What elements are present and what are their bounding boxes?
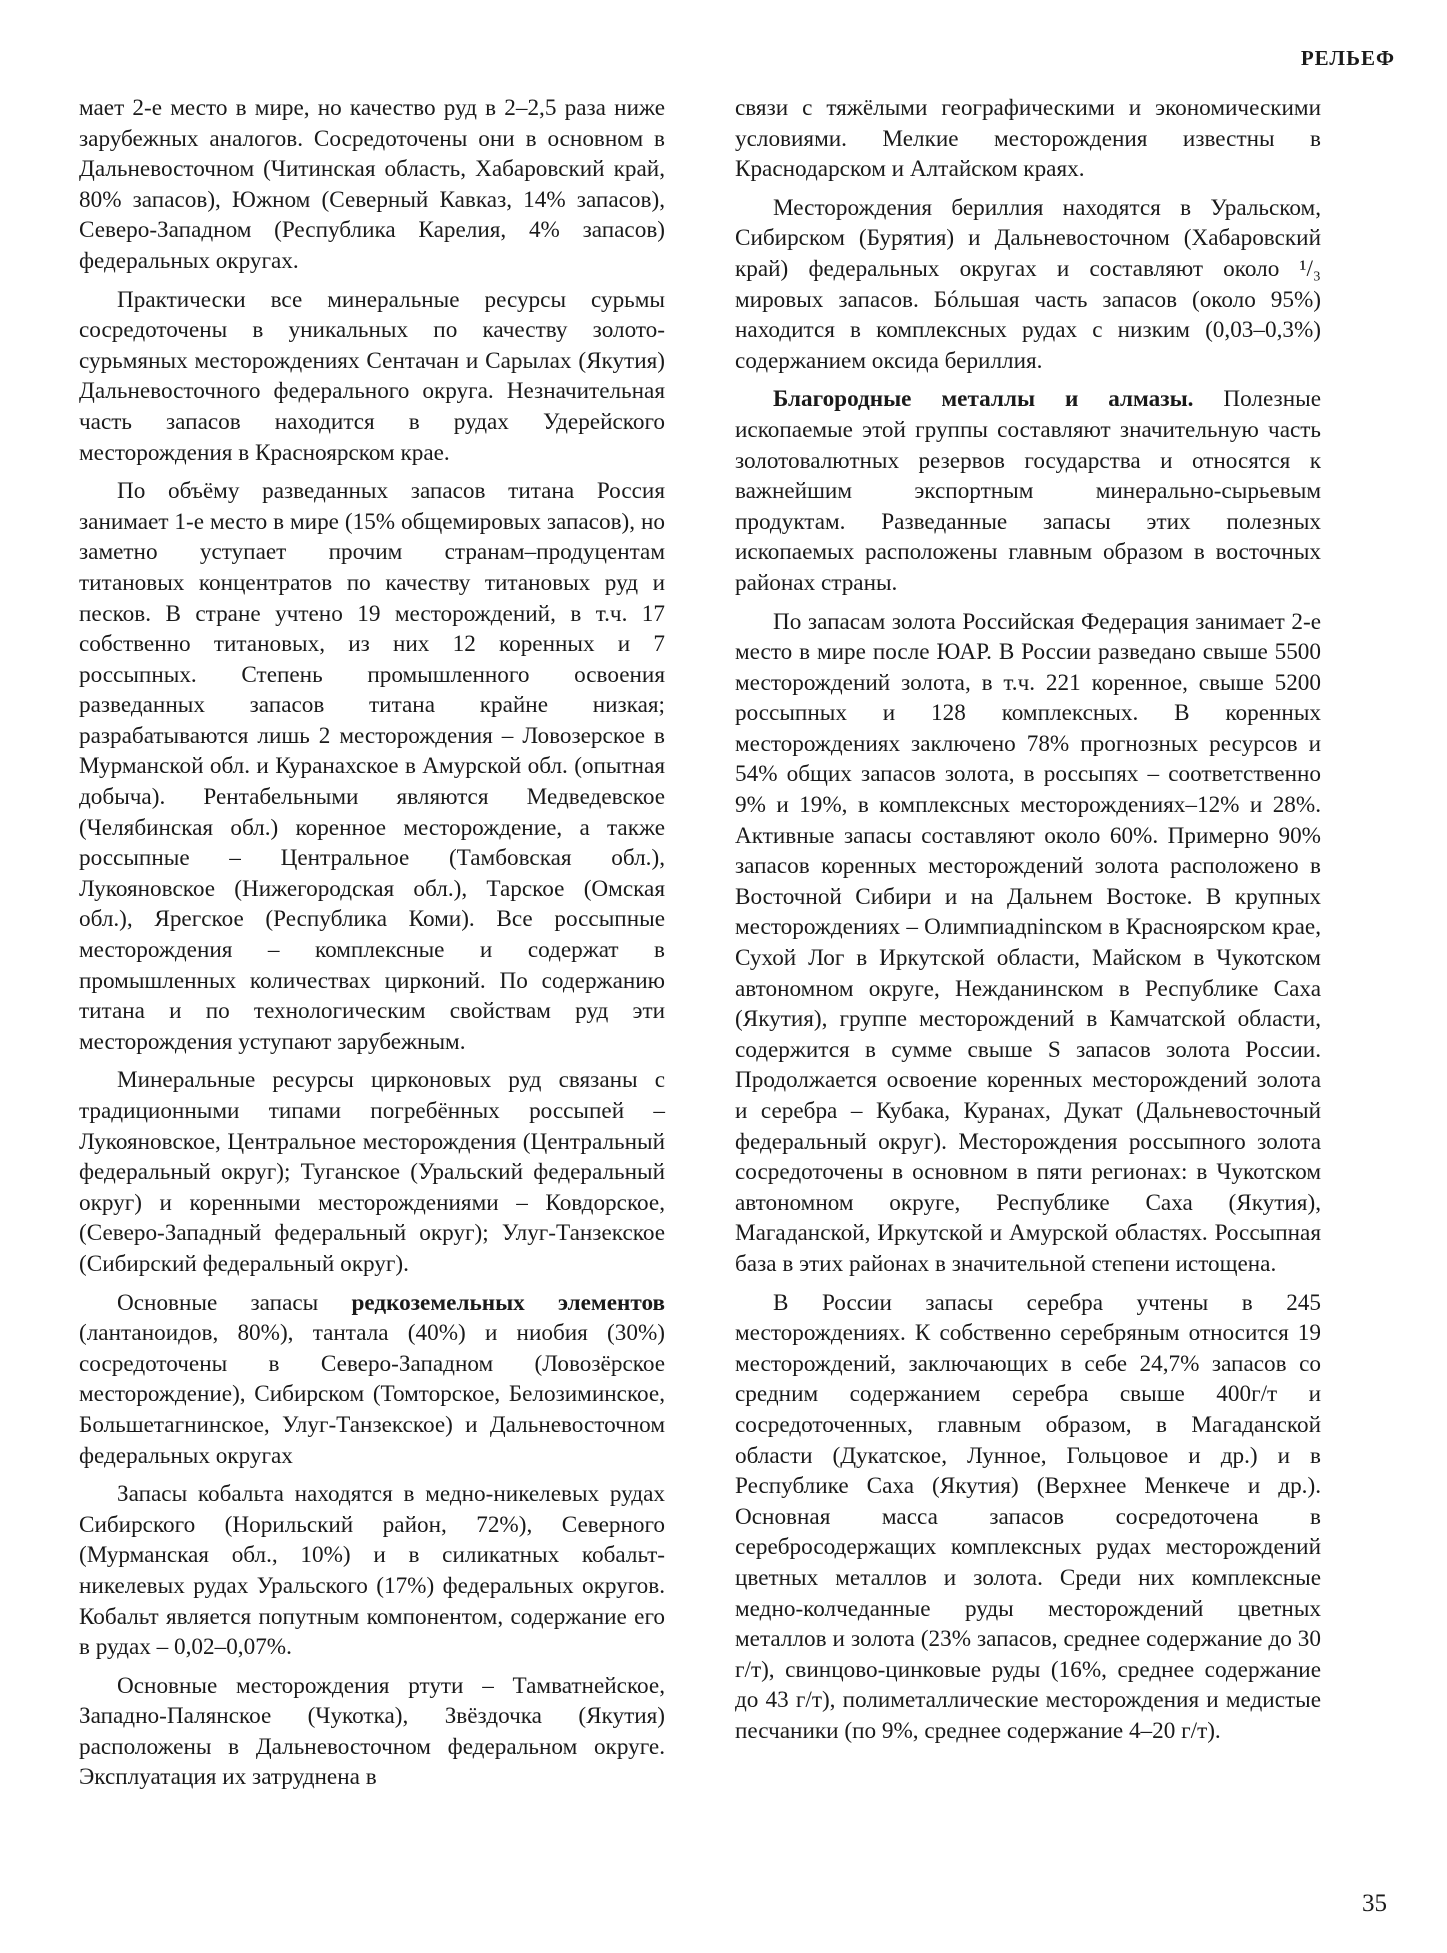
section-heading: Благородные металлы и алмазы. xyxy=(773,386,1194,413)
text-run: Основные запасы xyxy=(117,1289,352,1316)
left-column xyxy=(79,93,665,1801)
paragraph: По запасам золота Российская Федерация занимает 2-е место в мире после ЮАР. В России разведано свыше 5500 месторождений золота, в т.ч. 221 коренное, свыше 5200 россыпных и 128 комплексных. В коренных месторождениях заключено 78% прогнозных ресурсов и 54% общих запасов золота, в россыпях – соответственно 9% и 19%, в комплексных месторождениях–12% и 28%. Активные запасы составляют около 60%. Примерно 90% запасов коренных месторождений золота расположено в Восточной Сибири и на Дальнем Востоке. В крупных месторождениях – Олимпиадninском в Красноярском крае, Сухой Лог в Иркутской области, Майском в Чукотском автономном округе, Нежданинском в Республике Саха (Якутия), группе месторождений в Камчатской области, содержится в сумме свыше S запасов золота России. Продолжается освоение коренных месторождений золота и серебра – Кубака, Куранах, Дукат (Дальневосточный федеральный округ). Месторождения россыпного золота сосредоточены в основном в пяти регионах: в Чукотском автономном округе, Республике Саха (Якутия), Магаданской, Иркутской и Амурской областях. Россыпная база в этих районах в значительной степени истощена. xyxy=(735,608,1321,1277)
text-run: Полезные ископаемые этой группы составляют значительную часть золотовалютных резервов государства и относятся к важнейшим экспортным минерально-сырьевым продуктам. Разведанные запасы этих полезных ископаемых расположены главным образом в восточных районах страны. xyxy=(735,386,1321,596)
paragraph: В России запасы серебра учтены в 245 месторождениях. К собственно серебряным относится 19 месторождений, заключающих в себе 24,7% запасов со средним содержанием серебра свыше 400г/т и сосредоточенных, главным образом, в Магаданской области (Дукатское, Лунное, Гольцовое и др.) и в Республике Саха (Якутия) (Верхнее Менкече и др.). Основная масса запасов сосредоточена в серебросодержащих комплексных рудах месторождений цветных металлов и золота. Среди них комплексные медно-колчеданные руды месторождений цветных металлов и золота (23% запасов, среднее содержание до 30 г/т), свинцово-цинковые руды (16%, среднее содержание до 43 г/т), полиметаллические месторождения и медистые песчаники (по 9%, среднее содержание 4–20 г/т). xyxy=(735,1289,1321,1744)
running-header: РЕЛЬЕФ xyxy=(1300,46,1395,70)
paragraph: По объёму разведанных запасов титана Россия занимает 1-е место в мире (15% общемировых запасов), но заметно уступает прочим странам–продуцентам титановых концентратов по качеству титановых руд и песков. В стране учтено 19 месторождений, в т.ч. 17 собственно титановых, из них 12 коренных и 7 россыпных. Степень промышленного освоения разведанных запасов титана крайне низкая; разрабатываются лишь 2 месторождения – Ловозерское в Мурманской обл. и Куранахское в Амурской обл. (опытная добыча). Рентабельными являются Медведевское (Челябинская обл.) коренное месторождение, а также россыпные – Центральное (Тамбовская обл.), Лукояновское (Нижегородская обл.), Тарское (Омская обл.), Ярегское (Республика Коми). Все россыпные месторождения – комплексные и содержат в промышленных количествах цирконий. По содержанию титана и по технологическим свойствам руд эти месторождения уступают зарубежным. xyxy=(79,478,665,1055)
paragraph: Месторождения бериллия находятся в Уральском, Сибирском (Бурятия) и Дальневосточном (Хабаровский край) федеральных округах и составляют около ¹/₃ мировых запасов. Бóльшая часть запасов (около 95%) находится в комплексных рудах с низким (0,03–0,3%) содержанием оксида бериллия. xyxy=(735,194,1321,374)
page-number: 35 xyxy=(1362,1890,1387,1917)
paragraph: Запасы кобальта находятся в медно-никелевых рудах Сибирского (Норильский район, 72%), Северного (Мурманская обл., 10%) и в силикатных кобальт-никелевых рудах Уральского (17%) федеральных округов. Кобальт является попутным компонентом, содержание его в рудах – 0,02–0,07%. xyxy=(79,1481,665,1661)
paragraph: Практически все минеральные ресурсы сурьмы сосредоточены в уникальных по качеству золото-сурьмяных месторождениях Сентачан и Сарылах (Якутия) Дальневосточного федерального округа. Незначительная часть запасов находится в рудах Удерейского месторождения в Красноярском крае. xyxy=(79,286,665,466)
paragraph: связи с тяжёлыми географическими и экономическими условиями. Мелкие месторождения известны в Краснодарском и Алтайском краях. xyxy=(735,95,1321,183)
paragraph: Основные месторождения ртути – Тамватнейское, Западно-Палянское (Чукотка), Звёздочка (Якутия) расположены в Дальневосточном федеральном округе. Эксплуатация их затруднена в xyxy=(79,1672,665,1791)
bold-term: редкоземельных элементов xyxy=(351,1289,665,1316)
paragraph: мает 2-е место в мире, но качество руд в 2–2,5 раза ниже зарубежных аналогов. Сосредоточены они в основном в Дальневосточном (Читинская область, Хабаровский край, 80% запасов), Южном (Северный Кавказ, 14% запасов), Северо-Западном (Республика Карелия, 4% запасов) федеральных округах. xyxy=(79,95,665,274)
paragraph xyxy=(79,1288,665,1472)
text-run: (лантаноидов, 80%), тантала (40%) и ниобия (30%) сосредоточены в Северо-Западном (Ловозёрское месторождение), Сибирском (Томторское, Белозиминское, Большетагнинское, Улуг-Танзекское) и Дальневосточном федеральных округах xyxy=(79,1320,665,1469)
paragraph: Минеральные ресурсы цирконовых руд связаны с традиционными типами погребённых россыпей – Лукояновское, Центральное месторождения (Центральный федеральный округ); Туганское (Уральский федеральный округ) и коренными месторождениями – Ковдорское, (Северо-Западный федеральный округ); Улуг-Танзекское (Сибирский федеральный округ). xyxy=(79,1067,665,1277)
paragraph xyxy=(735,384,1321,598)
right-column xyxy=(735,93,1321,1754)
